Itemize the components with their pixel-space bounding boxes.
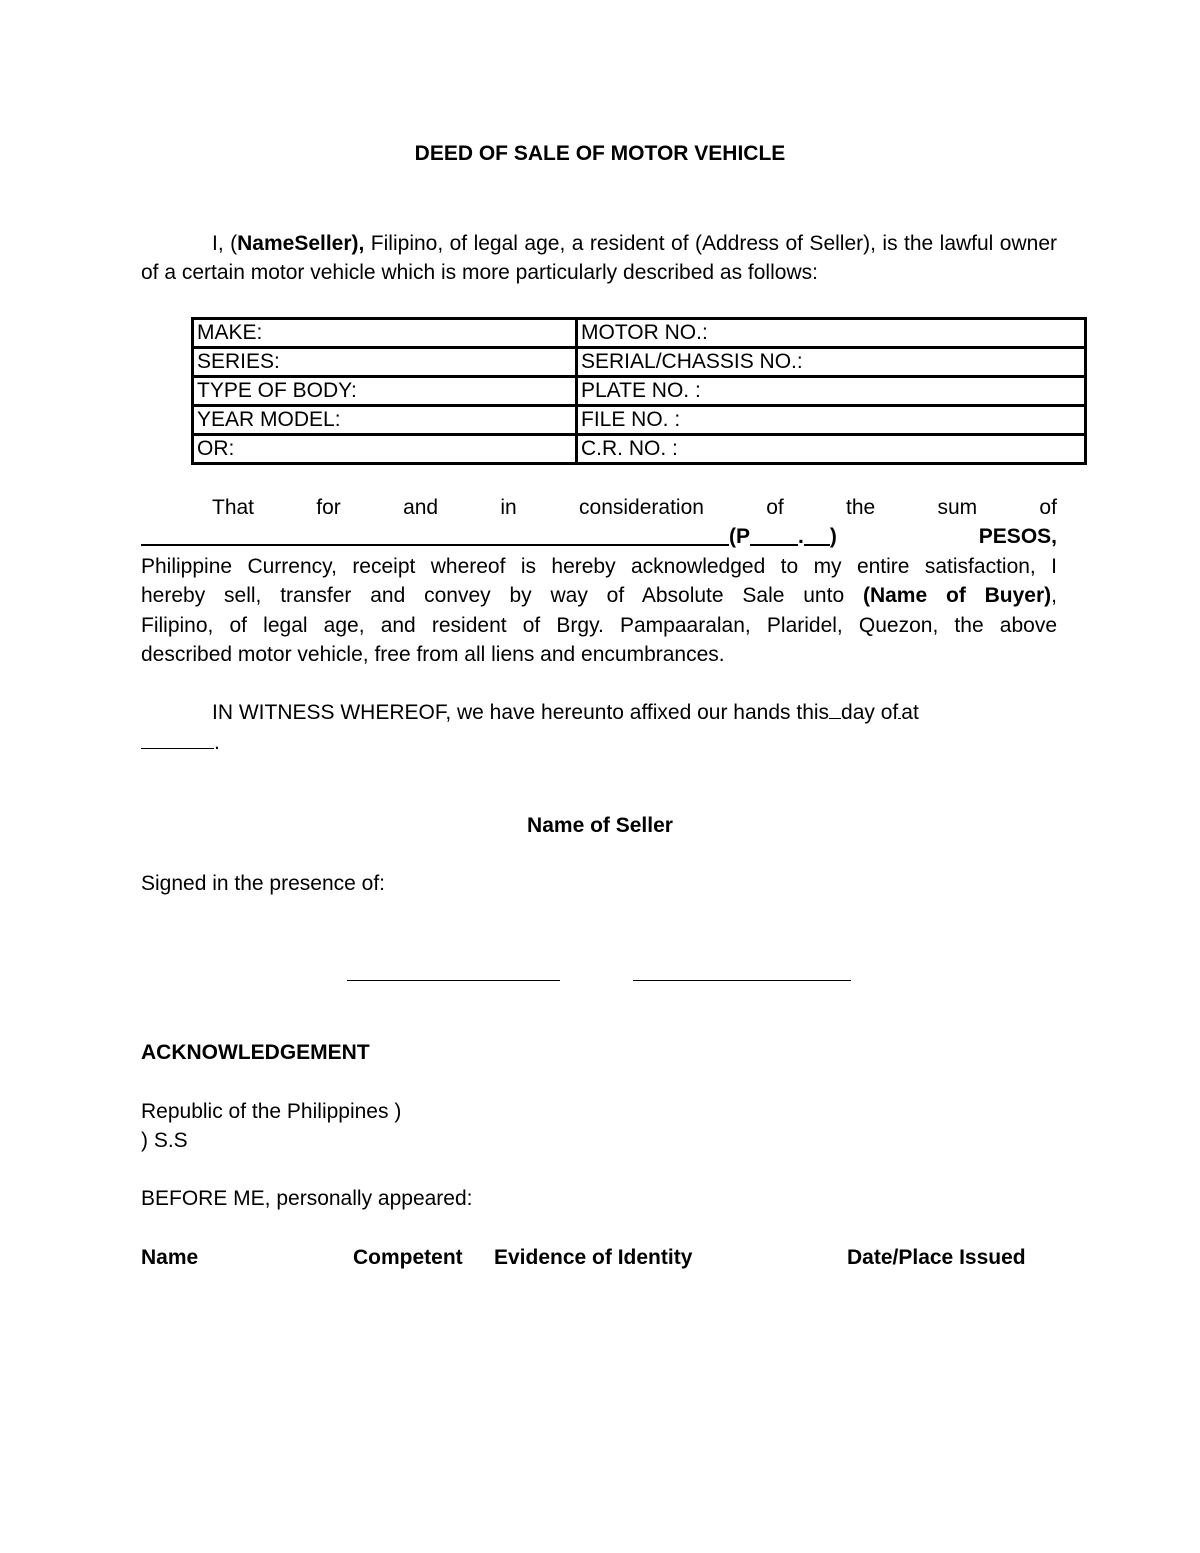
place-blank: [141, 728, 214, 749]
pesos-label: PESOS,: [978, 525, 1057, 549]
document-title: DEED OF SALE OF MOTOR VEHICLE: [414, 142, 786, 165]
republic-line: Republic of the Philippines ): [141, 1100, 402, 1123]
consideration-line-3: Philippine Currency, receipt whereof is hereby acknowledged to my entire satisfaction, I: [141, 554, 1057, 578]
table-cell: MOTOR NO.:: [575, 317, 1087, 347]
table-cell: MAKE:: [191, 317, 575, 347]
word: and: [403, 496, 439, 519]
consideration-line-2: [141, 522, 1057, 551]
comma: ,: [1051, 584, 1057, 608]
table-row: [191, 434, 1087, 465]
day-blank: [829, 698, 841, 719]
seller-signature-label: Name of Seller: [527, 814, 673, 837]
table-cell: C.R. NO. :: [575, 434, 1087, 465]
witness-line-2: [141, 728, 1057, 758]
table-cell: SERIES:: [191, 347, 575, 376]
seller-name-placeholder: NameSeller),: [237, 232, 365, 255]
word: That: [212, 496, 255, 519]
witness-signature-line-2: [633, 980, 851, 981]
consideration-line-4: [141, 581, 1057, 610]
witness-text-b: day of: [841, 701, 899, 724]
word: of: [766, 496, 784, 519]
consideration-line-5: Filipino, of legal age, and resident of Brgy. Pampaaralan, Plaridel, Quezon, the above: [141, 613, 1057, 637]
word: the: [845, 496, 876, 519]
intro-text-2: Filipino, of legal age, a resident of (Address of Seller), is the lawful owner of a certain motor vehicle which is more particularly described as follows:: [141, 232, 1058, 284]
table-cell: SERIAL/CHASSIS NO.:: [575, 347, 1087, 376]
consideration-line-1: [141, 493, 1057, 522]
ss-line: ) S.S: [141, 1129, 188, 1152]
witness-signature-line-1: [347, 980, 560, 981]
column-header-name: Name: [141, 1246, 199, 1269]
column-header-competent: Competent: [353, 1246, 463, 1269]
buyer-name-placeholder: (Name of Buyer): [862, 584, 1052, 608]
column-header-date-place: Date/Place Issued: [847, 1246, 1026, 1269]
table-row: [191, 317, 1087, 347]
signed-presence-text: Signed in the presence of:: [141, 872, 386, 895]
amount-blank: [141, 522, 837, 551]
word: of: [1039, 496, 1057, 519]
table-cell: OR:: [191, 434, 575, 465]
table-cell: TYPE OF BODY:: [191, 376, 575, 405]
word: for: [316, 496, 341, 519]
consideration-line-6: described motor vehicle, free from all liens and encumbrances.: [141, 643, 725, 667]
table-cell: FILE NO. :: [575, 405, 1087, 434]
consideration-paragraph: [141, 493, 1057, 669]
intro-text-1: I, (: [212, 232, 238, 255]
table-row: [191, 376, 1087, 405]
witness-end: .: [214, 731, 220, 754]
table-cell: YEAR MODEL:: [191, 405, 575, 434]
witness-text-c: at: [901, 701, 919, 724]
sale-text: hereby sell, transfer and convey by way of Absolute Sale unto: [141, 584, 863, 608]
acknowledgement-heading: ACKNOWLEDGEMENT: [141, 1041, 370, 1064]
witness-text-a: IN WITNESS WHEREOF, we have hereunto affixed our hands this: [212, 701, 830, 724]
amount-close: ): [829, 525, 837, 549]
witness-paragraph: [141, 698, 1057, 758]
table-row: [191, 347, 1087, 376]
column-header-evidence: Evidence of Identity: [494, 1246, 693, 1269]
word: in: [500, 496, 517, 519]
word: sum: [937, 496, 978, 519]
witness-line-1: [141, 698, 1057, 728]
intro-paragraph: [141, 229, 1057, 287]
amount-dot: .: [798, 525, 804, 549]
table-cell: PLATE NO. :: [575, 376, 1087, 405]
before-me-text: BEFORE ME, personally appeared:: [141, 1187, 473, 1210]
word: consideration: [579, 496, 704, 519]
table-row: [191, 405, 1087, 434]
vehicle-details-table: [191, 317, 1087, 465]
amount-open: (P: [729, 525, 750, 549]
